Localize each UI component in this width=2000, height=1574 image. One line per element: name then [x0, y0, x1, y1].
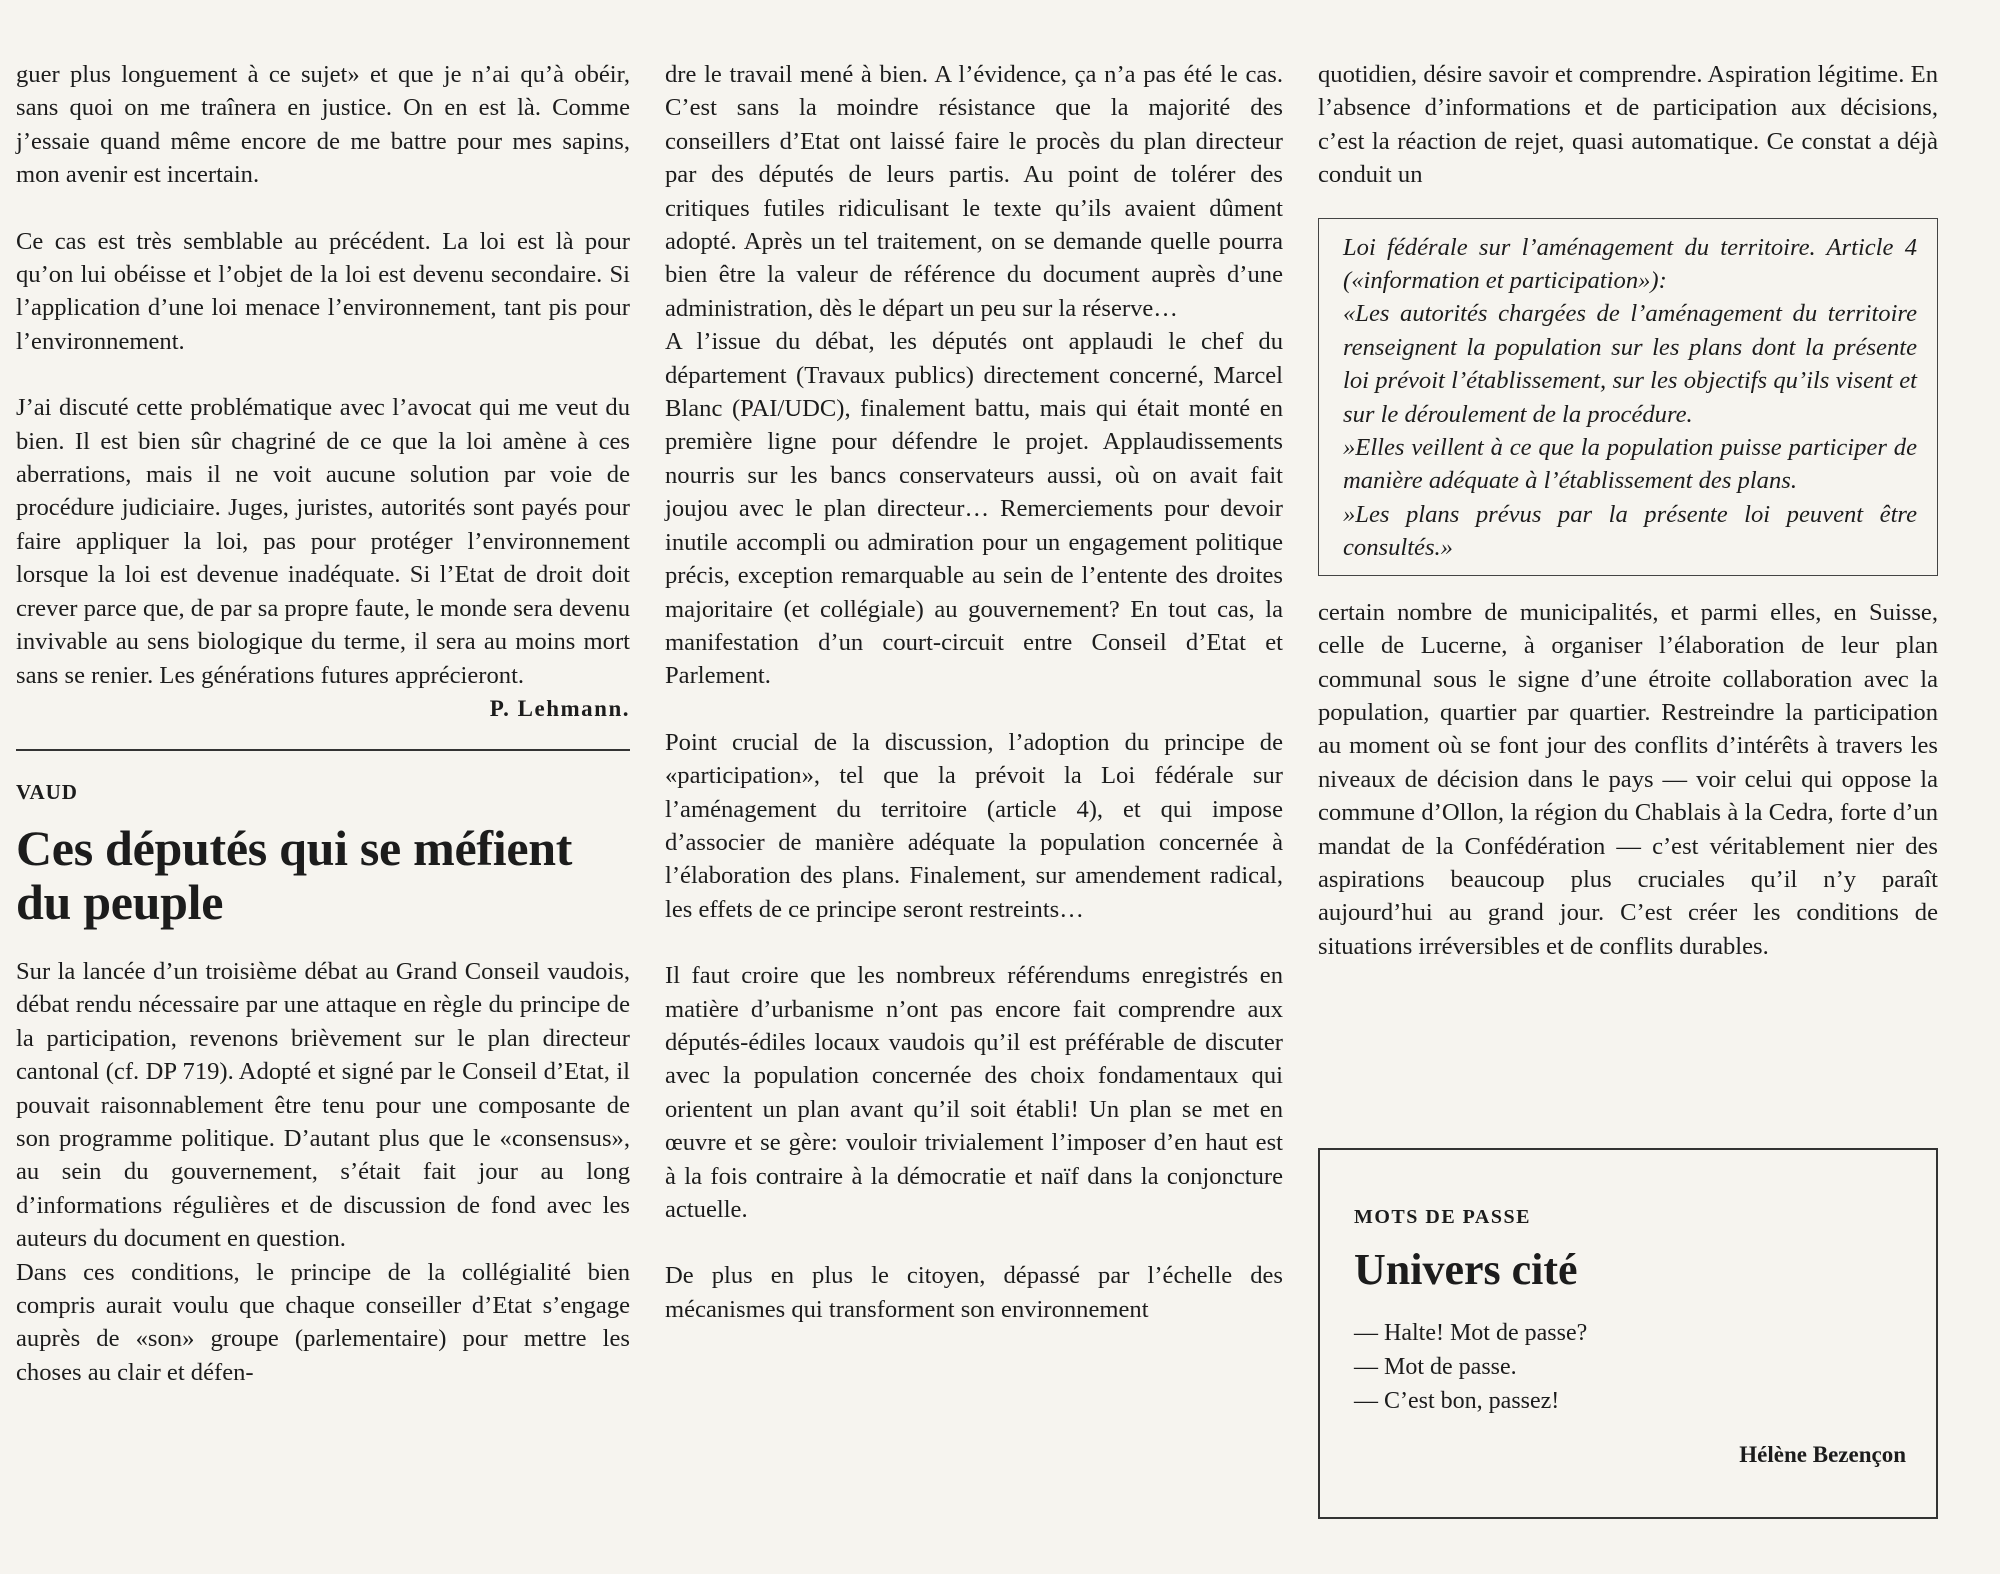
column-1 — [16, 58, 630, 1389]
quote-line: Loi fédérale sur l’aménagement du territoire. Article 4 («information et participation»): — [1343, 233, 1917, 295]
paragraph: Point crucial de la discussion, l’adoption du principe de «participation», tel que la prévoit la Loi fédérale sur l’aménagement du territoire (article 4), et qui impose d’associer de manière adéquate la population concernée à l’élaboration des plans. Finalement, sur amendement radical, les effets de ce principe seront restreints… — [665, 728, 1283, 923]
paragraph: dre le travail mené à bien. A l’évidence, ça n’a pas été le cas. C’est sans la moindre résistance que la majorité des conseillers d’Etat ont laissé faire le procès du plan directeur par des députés de leurs partis. Au point de tolérer des critiques futiles ridiculisant le texte qu’ils avaient dûment adopté. Après un tel traitement, on se demande quelle pourra bien être la valeur de référence du document auprès d’une administration, dès le départ un peu sur la réserve… — [665, 61, 1283, 322]
box-kicker: MOTS DE PASSE — [1354, 1206, 1531, 1228]
paragraph: Il faut croire que les nombreux référendums enregistrés en matière d’urbanisme n’ont pas encore fait comprendre aux députés-édiles locaux vaudois qu’il est préférable de discuter avec la population concernée des choix fondamentaux qui orientent un plan avant qu’il soit établi! Un plan se met en œuvre et se gère: vouloir trivialement l’imposer d’en haut est à la fois contraire à la démocratie et naïf dans la conjoncture actuelle. — [665, 962, 1283, 1223]
paragraph: A l’issue du débat, les députés ont applaudi le chef du département (Travaux publics) directement concerné, Marcel Blanc (PAI/UDC), finalement battu, mais qui était monté en première ligne pour défendre le projet. Applaudissements nourris sur les bancs conservateurs aussi, où on avait fait joujou avec le plan directeur… Remerciements pour devoir inutile accompli ou admiration pour un engagement politique précis, exception remarquable au sein de l’entente des droites majoritaire (et collégiale) au gouvernement? En tout cas, la manifestation d’un court-circuit entre Conseil d’Etat et Parlement. — [665, 328, 1283, 690]
paragraph: quotidien, désire savoir et comprendre. Aspiration légitime. En l’absence d’informations et de participation aux décisions, c’est la réaction de rejet, quasi automatique. Ce constat a déjà conduit un — [1318, 61, 1938, 189]
paragraph: certain nombre de municipalités, et parmi elles, en Suisse, celle de Lucerne, à organiser l’élaboration de leur plan communal sous le signe d’une étroite collaboration avec la population, quartier par quartier. Restreindre la participation au moment où se font jour des conflits d’intérêts à travers les niveaux de décision dans le pays — voir celui qui oppose la commune d’Ollon, la région du Chablais à la Cedra, forte d’un mandat de la Confédération — c’est véritablement nier des aspirations beaucoup plus cruciales qu’il n’y paraît aujourd’hui au grand jour. C’est créer les conditions de situations irréversibles et de conflits durables. — [1318, 598, 1938, 960]
paragraph: guer plus longuement à ce sujet» et que je n’ai qu’à obéir, sans quoi on me traînera en justice. On en est là. Comme j’essaie quand même encore de me battre pour mes sapins, mon avenir est incertain. — [16, 61, 630, 189]
section-divider — [16, 749, 630, 751]
paragraph: J’ai discuté cette problématique avec l’avocat qui me veut du bien. Il est bien sûr chagriné de ce que la loi amène à ces aberrations, mais il ne voit aucune solution par voie de procédure judiciaire. Juges, juristes, autorités sont payés pour faire appliquer la loi, pas pour protéger l’environnement lorsque la loi est devenue inadéquate. Si l’Etat de droit doit crever parce que, de par sa propre faute, le monde sera devenu invivable au sens biologique du terme, il sera au moins mort sans se renier. Les générations futures apprécieront. — [16, 394, 630, 689]
box-title: Univers cité — [1354, 1245, 1578, 1294]
section-kicker: VAUD — [16, 779, 78, 804]
column-3 — [1318, 58, 1938, 963]
author-signature: P. Lehmann. — [489, 695, 630, 721]
quote-line: »Les plans prévus par la présente loi peuvent être consultés.» — [1343, 500, 1917, 562]
quote-line: «Les autorités chargées de l’aménagement du territoire renseignent la population sur les plans dont la présente loi prévoit l’établissement, sur les objectifs qu’ils visent et sur le déroulement de la procédure. — [1343, 300, 1917, 428]
dialogue-line: — Mot de passe. — [1354, 1354, 1517, 1380]
dialogue-line: — Halte! Mot de passe? — [1354, 1320, 1588, 1346]
article-headline: Ces députés qui se méfient du peuple — [16, 819, 573, 930]
column-2 — [665, 58, 1283, 1326]
paragraph: De plus en plus le citoyen, dépassé par l’échelle des mécanismes qui transforment son environnement — [665, 1262, 1283, 1323]
paragraph: Ce cas est très semblable au précédent. La loi est là pour qu’on lui obéisse et l’objet de la loi est devenu secondaire. Si l’application d’une loi menace l’environnement, tant pis pour l’environnement. — [16, 227, 630, 355]
law-quote-box — [1318, 218, 1938, 576]
mots-de-passe-box — [1318, 1148, 1938, 1519]
quote-line: »Elles veillent à ce que la population puisse participer de manière adéquate à l’établissement des plans. — [1343, 434, 1917, 495]
box-signature: Hélène Bezençon — [1739, 1442, 1906, 1467]
paragraph: Dans ces conditions, le principe de la collégialité bien compris aurait voulu que chaque conseiller d’Etat s’engage auprès de «son» groupe (parlementaire) pour mettre les choses au clair et défen- — [16, 1258, 630, 1386]
dialogue-line: — C’est bon, passez! — [1354, 1388, 1560, 1414]
paragraph: Sur la lancée d’un troisième débat au Grand Conseil vaudois, débat rendu nécessaire par une attaque en règle du principe de la participation, revenons brièvement sur le plan directeur cantonal (cf. DP 719). Adopté et signé par le Conseil d’Etat, il pouvait raisonnablement être tenu pour une composante de son programme politique. D’autant plus que le «consensus», au sein du gouvernement, s’était fait jour au long d’informations régulières et de discussion de fond avec les auteurs du document en question. — [16, 957, 630, 1253]
